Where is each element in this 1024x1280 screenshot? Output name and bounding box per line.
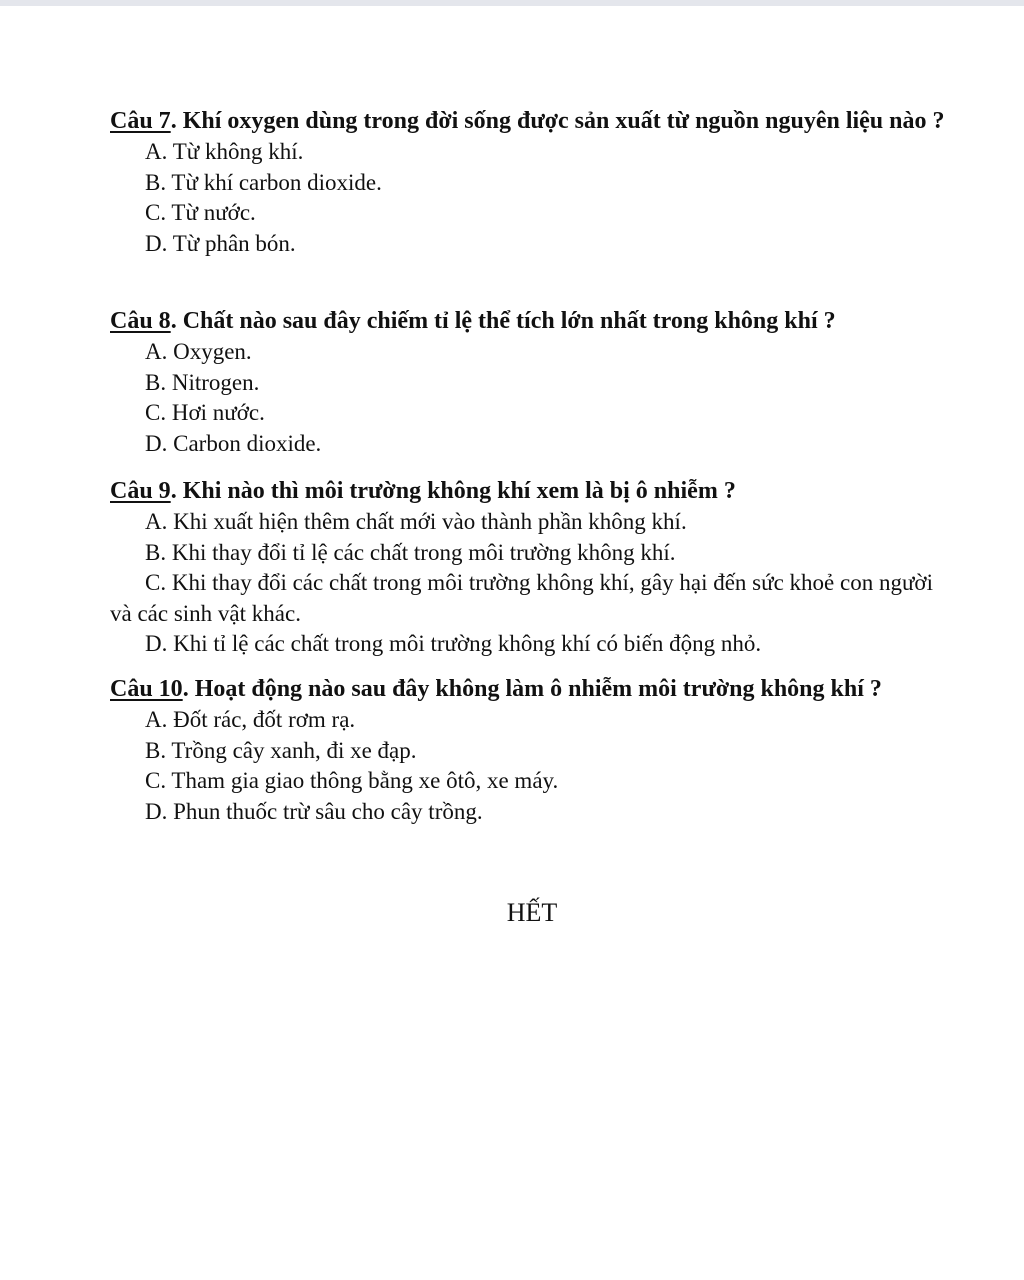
question-7-option-c: C. Từ nước. <box>145 200 256 225</box>
question-10-option-d: D. Phun thuốc trừ sâu cho cây trồng. <box>145 798 483 824</box>
question-10-number: Câu 10 <box>110 676 183 702</box>
question-7 <box>110 106 960 259</box>
question-7-option-a: A. Từ không khí. <box>145 139 304 164</box>
question-10-option-c: C. Tham gia giao thông bằng xe ôtô, xe máy. <box>145 768 559 793</box>
question-8 <box>110 306 960 459</box>
question-8-text: . Chất nào sau đây chiếm tỉ lệ thể tích lớn nhất trong không khí ? <box>170 308 836 334</box>
question-8-stem <box>110 306 960 337</box>
question-10-stem <box>110 674 960 705</box>
question-8-option-b: B. Nitrogen. <box>145 369 260 395</box>
question-7-option-d: D. Từ phân bón. <box>145 230 296 256</box>
question-10 <box>110 674 960 827</box>
question-9-number: Câu 9 <box>110 478 171 504</box>
question-10-option-a: A. Đốt rác, đốt rơm rạ. <box>145 707 356 732</box>
question-7-option-b: B. Từ khí carbon dioxide. <box>145 169 382 195</box>
question-8-option-c: C. Hơi nước. <box>145 400 265 425</box>
question-7-stem <box>110 106 960 137</box>
question-9-text: . Khi nào thì môi trường không khí xem là bị ô nhiễm ? <box>170 478 736 504</box>
question-9-option-d: D. Khi tỉ lệ các chất trong môi trường không khí có biến động nhỏ. <box>145 631 762 656</box>
question-9-stem <box>110 476 960 507</box>
question-9-option-b: B. Khi thay đổi tỉ lệ các chất trong môi trường không khí. <box>145 539 676 565</box>
question-9-option-a: A. Khi xuất hiện thêm chất mới vào thành phần không khí. <box>145 509 687 534</box>
question-8-option-d: D. Carbon dioxide. <box>145 430 322 456</box>
question-8-number: Câu 8 <box>110 308 171 334</box>
question-7-number: Câu 7 <box>110 108 171 134</box>
question-10-text: . Hoạt động nào sau đây không làm ô nhiễm môi trường không khí ? <box>182 676 882 702</box>
question-9-option-c: C. Khi thay đổi các chất trong môi trường không khí, gây hại đến sức khoẻ con người và các sinh vật khác. <box>110 570 933 626</box>
question-10-option-b: B. Trồng cây xanh, đi xe đạp. <box>145 737 417 763</box>
question-9 <box>110 476 960 660</box>
end-mark: HẾT <box>506 898 558 927</box>
question-7-text: . Khí oxygen dùng trong đời sống được sản xuất từ nguồn nguyên liệu nào ? <box>170 108 945 134</box>
question-8-option-a: A. Oxygen. <box>145 339 252 364</box>
